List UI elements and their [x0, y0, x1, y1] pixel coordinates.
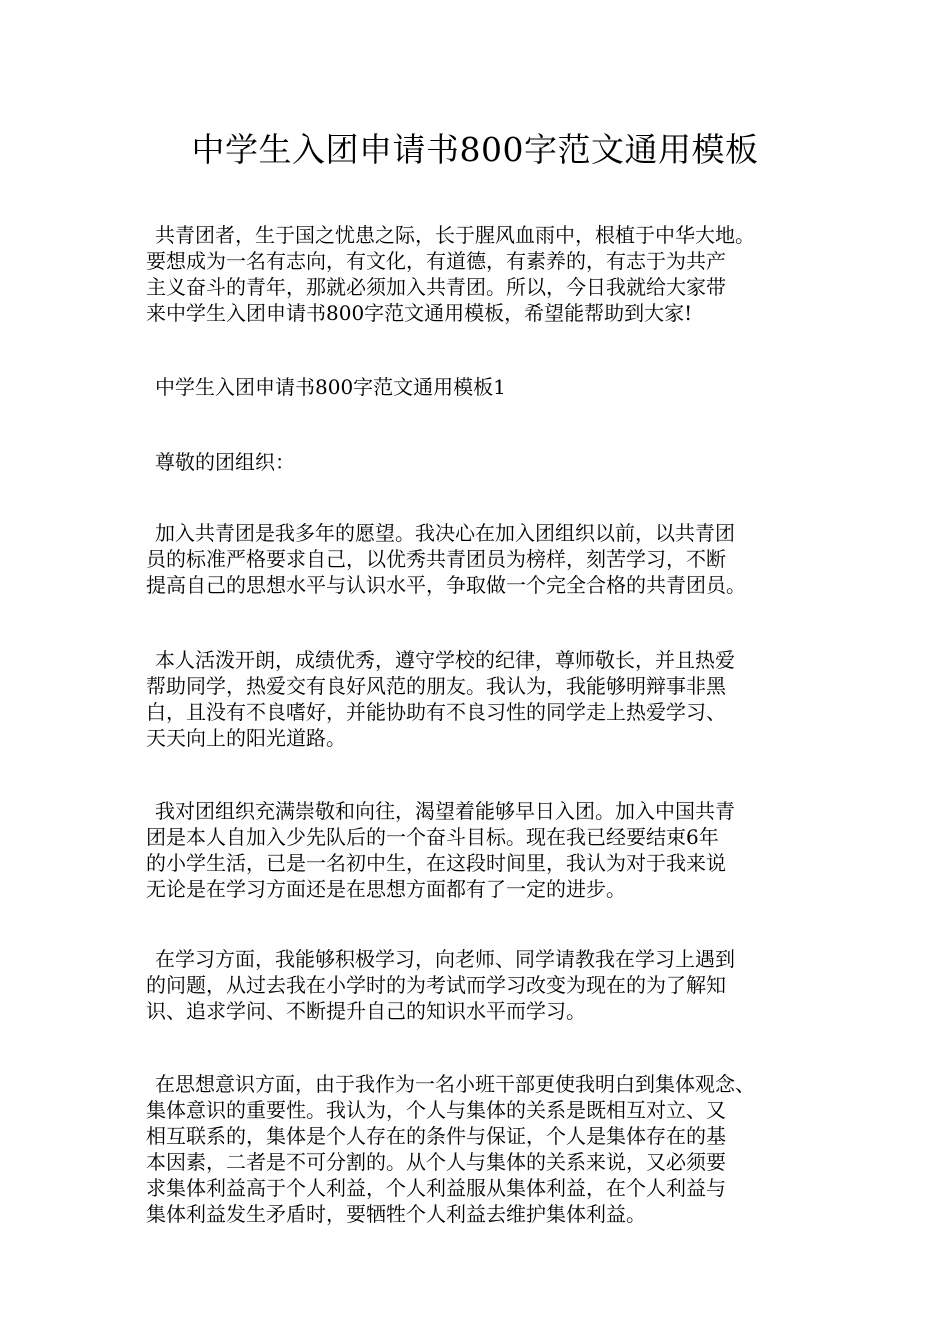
paragraph-line: 相互联系的，集体是个人存在的条件与保证，个人是集体存在的基	[146, 1124, 726, 1148]
paragraph-line: 集体意识的重要性。我认为，个人与集体的关系是既相互对立、又	[146, 1098, 726, 1122]
paragraph-line: 尊敬的团组织：	[155, 450, 295, 474]
paragraph-line: 来中学生入团申请书800字范文通用模板，希望能帮助到大家!	[146, 301, 693, 325]
body-paragraph	[146, 520, 826, 598]
paragraph-line: 本因素，二者是不可分割的。从个人与集体的关系来说，又必须要	[146, 1150, 726, 1174]
paragraph-line: 识、追求学问、不断提升自己的知识水平而学习。	[146, 999, 586, 1023]
body-paragraph	[146, 798, 826, 902]
paragraph-line: 员的标准严格要求自己，以优秀共青团员为榜样，刻苦学习，不断	[146, 547, 726, 571]
paragraph-line: 中学生入团申请书800字范文通用模板1	[155, 375, 506, 399]
paragraph-line: 的小学生活，已是一名初中生，在这段时间里，我认为对于我来说	[146, 851, 726, 875]
paragraph-line: 求集体利益高于个人利益，个人利益服从集体利益，在个人利益与	[146, 1176, 726, 1200]
paragraph-line: 无论是在学习方面还是在思想方面都有了一定的进步。	[146, 877, 626, 901]
paragraph-line: 要想成为一名有志向，有文化，有道德，有素养的，有志于为共产	[146, 249, 726, 273]
paragraph-line: 团是本人自加入少先队后的一个奋斗目标。现在我已经要结束6年	[146, 825, 719, 849]
salutation	[146, 449, 826, 475]
paragraph-line: 我对团组织充满崇敬和向往，渴望着能够早日入团。加入中国共青	[155, 799, 735, 823]
paragraph-line: 主义奋斗的青年，那就必须加入共青团。所以，今日我就给大家带	[146, 275, 726, 299]
paragraph-line: 白，且没有不良嗜好，并能协助有不良习性的同学走上热爱学习、	[146, 700, 726, 724]
paragraph-line: 的问题，从过去我在小学时的为考试而学习改变为现在的为了解知	[146, 973, 726, 997]
paragraph-line: 本人活泼开朗，成绩优秀，遵守学校的纪律，尊师敬长，并且热爱	[155, 648, 735, 672]
body-paragraph	[146, 946, 826, 1024]
document-title: 中学生入团申请书800字范文通用模板	[191, 130, 759, 169]
paragraph-line: 帮助同学，热爱交有良好风范的朋友。我认为，我能够明辩事非黑	[146, 674, 726, 698]
body-paragraph	[146, 647, 826, 751]
paragraph-line: 集体利益发生矛盾时，要牺牲个人利益去维护集体利益。	[146, 1202, 646, 1226]
paragraph-line: 在思想意识方面，由于我作为一名小班干部更使我明白到集体观念、	[155, 1072, 755, 1096]
body-paragraph	[146, 1071, 826, 1227]
paragraph-line: 共青团者，生于国之忧患之际，长于腥风血雨中，根植于中华大地。	[155, 223, 755, 247]
paragraph-line: 提高自己的思想水平与认识水平，争取做一个完全合格的共青团员。	[146, 573, 746, 597]
paragraph-line: 加入共青团是我多年的愿望。我决心在加入团组织以前，以共青团	[155, 521, 735, 545]
paragraph-line: 在学习方面，我能够积极学习，向老师、同学请教我在学习上遇到	[155, 947, 735, 971]
intro-paragraph	[146, 222, 826, 326]
paragraph-line: 天天向上的阳光道路。	[146, 726, 346, 750]
section-heading	[146, 374, 826, 400]
